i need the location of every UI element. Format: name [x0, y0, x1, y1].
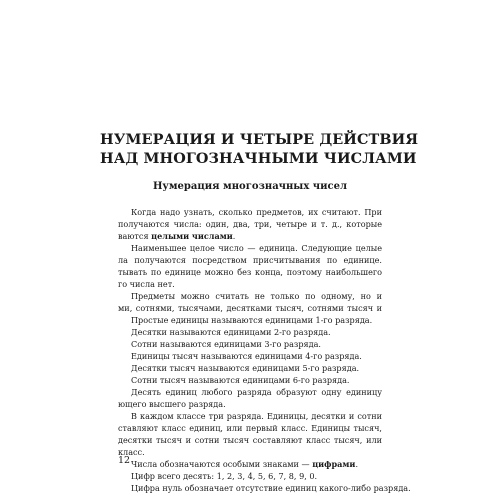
text-line: Десятки тысяч называются единицами 5-го разряда. [131, 363, 360, 373]
text-line: получаются числа: один, два, три, четыре и т. д., которые [118, 219, 382, 229]
text-line: тывать по единице можно без конца, поэтому наибольшего [118, 267, 382, 277]
text-line: Предметы можно считать не только по одному, но и [131, 291, 382, 301]
text-line: Десять единиц любого разряда образуют одну единицу [131, 387, 382, 397]
chapter-title-line-2: НАД МНОГОЗНАЧНЫМИ ЧИСЛАМИ [100, 150, 417, 167]
text-line: Цифр всего десять: 1, 2, 3, 4, 5, 6, 7, 8, 9, 0. [131, 471, 318, 481]
term-whole-numbers: целыми числами [151, 231, 233, 241]
text-line: Сотни тысяч называются единицами 6-го разряда. [131, 375, 350, 385]
text-fragment: . [355, 459, 359, 469]
text-line [118, 458, 382, 470]
text-line [118, 230, 382, 242]
text-line: десятки тысяч и сотни тысяч составляют класс тысяч, или [118, 435, 382, 445]
text-line: ставляют класс единиц, или первый класс. Единицы тысяч, [118, 423, 382, 433]
term-digits: цифрами [312, 459, 356, 469]
text-line: ющего высшего разряда. [118, 399, 226, 409]
text-line: Когда надо узнать, сколько предметов, их считают. При [131, 207, 382, 217]
text-line: Сотни называются единицами 3-го разряда. [131, 339, 322, 349]
section-title: Нумерация многозначных чисел [152, 181, 348, 192]
chapter-title-line-1: НУМЕРАЦИЯ И ЧЕТЫРЕ ДЕЙСТВИЯ [100, 131, 419, 148]
text-fragment: ваются [118, 231, 152, 241]
text-line: Цифра нуль обозначает отсутствие единиц какого-либо разряда. [131, 483, 411, 493]
text-fragment: . [232, 231, 236, 241]
text-line: Единицы тысяч называются единицами 4-го разряда. [131, 351, 362, 361]
text-line: ла получаются посредством присчитывания по единице. [118, 255, 382, 265]
text-line: Простые единицы называются единицами 1-го разряда. [131, 315, 373, 325]
text-line: класс. [118, 447, 145, 457]
text-fragment: Числа обозначаются особыми знаками — [131, 459, 313, 469]
text-line: го числа нет. [118, 279, 175, 289]
page-number: 12 [118, 455, 131, 466]
body-text [118, 206, 411, 494]
text-line: ми, сотнями, тысячами, десятками тысяч, сотнями тысяч и [118, 303, 382, 313]
text-line: Наименьшее целое число — единица. Следующие целые [131, 243, 382, 253]
text-line: В каждом классе три разряда. Единицы, десятки и сотни [131, 411, 382, 421]
text-line: Десятки называются единицами 2-го разряда. [131, 327, 331, 337]
chapter-title [100, 130, 419, 168]
